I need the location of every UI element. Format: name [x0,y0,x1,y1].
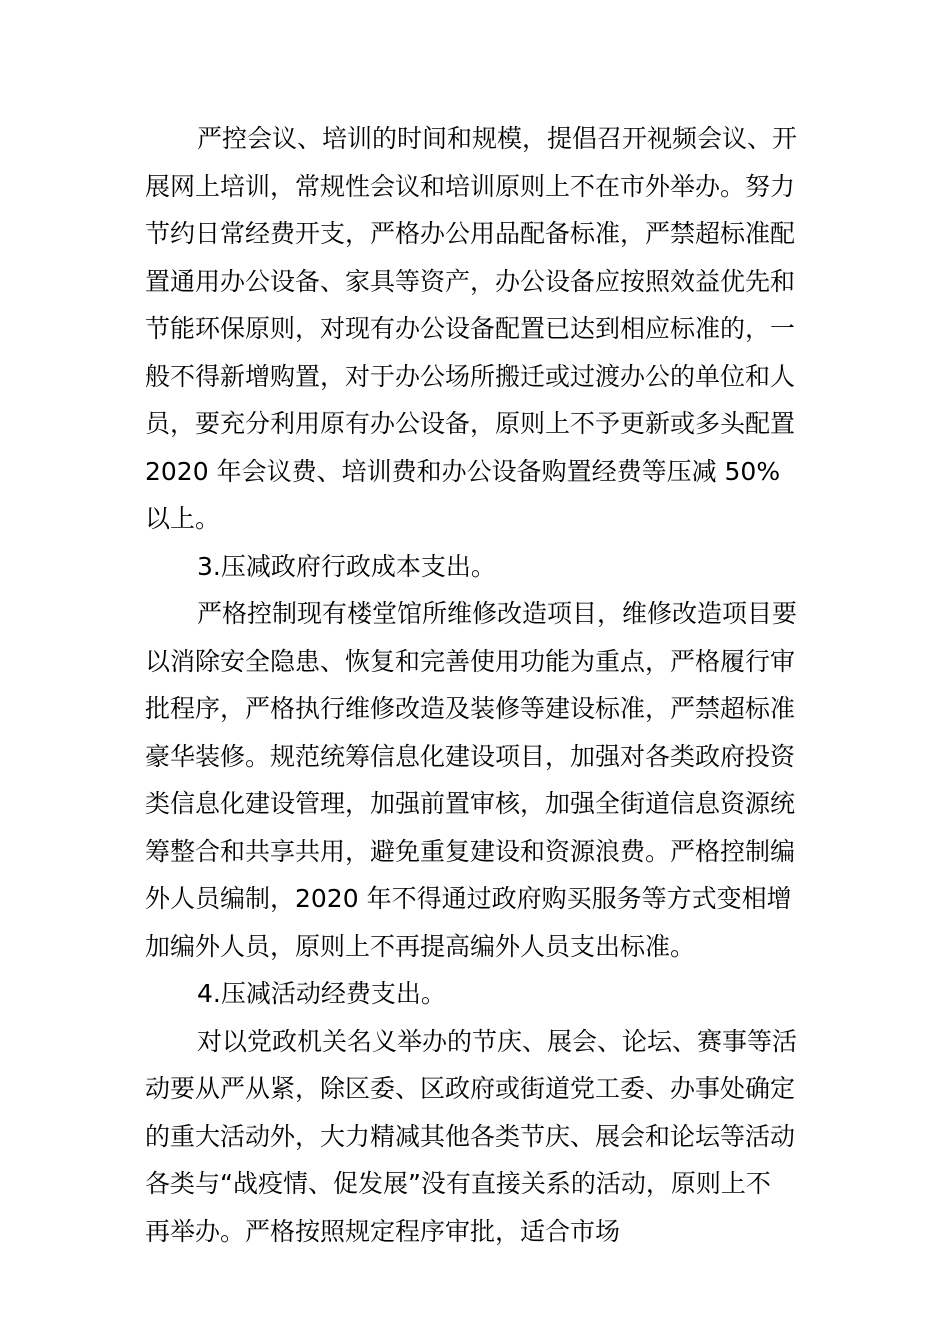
paragraph-line: 员，要充分利用原有办公设备，原则上不予更新或多头配置 [145,409,796,438]
paragraph-line: 对以党政机关名义举办的节庆、展会、论坛、赛事等活 [197,1026,798,1056]
paragraph-line: 节约日常经费开支，严格办公用品配备标准，严禁超标准配 [145,219,796,248]
paragraph-line: 加编外人员，原则上不再提高编外人员支出标准。 [145,931,696,961]
section-heading: 4.压减活动经费支出。 [197,979,446,1008]
paragraph-line: 严控会议、培训的时间和规模，提倡召开视频会议、开 [197,124,798,153]
paragraph-line: 豪华装修。规范统筹信息化建设项目，加强对各类政府投资 [145,741,796,771]
paragraph-line: 各类与“战疫情、促发展”没有直接关系的活动，原则上不 [145,1169,771,1198]
paragraph-line: 筹整合和共享共用，避免重复建设和资源浪费。严格控制编 [145,836,796,866]
paragraph-line: 以消除安全隐患、恢复和完善使用功能为重点，严格履行审 [145,646,796,676]
paragraph-line: 严格控制现有楼堂馆所维修改造项目，维修改造项目要 [197,599,798,628]
paragraph-line: 展网上培训，常规性会议和培训原则上不在市外举办。努力 [145,171,796,201]
paragraph-line: 以上。 [145,504,221,533]
paragraph-line: 2020 年会议费、培训费和办公设备购置经费等压减 50% [145,456,781,486]
section-heading: 3.压减政府行政成本支出。 [197,551,496,581]
paragraph-line: 动要从严从紧，除区委、区政府或街道党工委、办事处确定 [145,1074,796,1103]
paragraph-line: 批程序，严格执行维修改造及装修等建设标准，严禁超标准 [145,694,796,723]
paragraph-line: 再举办。严格按照规定程序审批，适合市场 [145,1216,621,1246]
paragraph-line: 置通用办公设备、家具等资产，办公设备应按照效益优先和 [145,266,796,296]
paragraph-line: 的重大活动外，大力精减其他各类节庆、展会和论坛等活动 [145,1121,796,1151]
document-body [145,115,810,1255]
paragraph-line: 般不得新增购置，对于办公场所搬迁或过渡办公的单位和人 [145,361,796,391]
paragraph-line: 类信息化建设管理，加强前置审核，加强全街道信息资源统 [145,789,796,818]
paragraph-line: 节能环保原则，对现有办公设备配置已达到相应标准的，一 [145,314,796,343]
paragraph-line: 外人员编制，2020 年不得通过政府购买服务等方式变相增 [145,884,792,913]
